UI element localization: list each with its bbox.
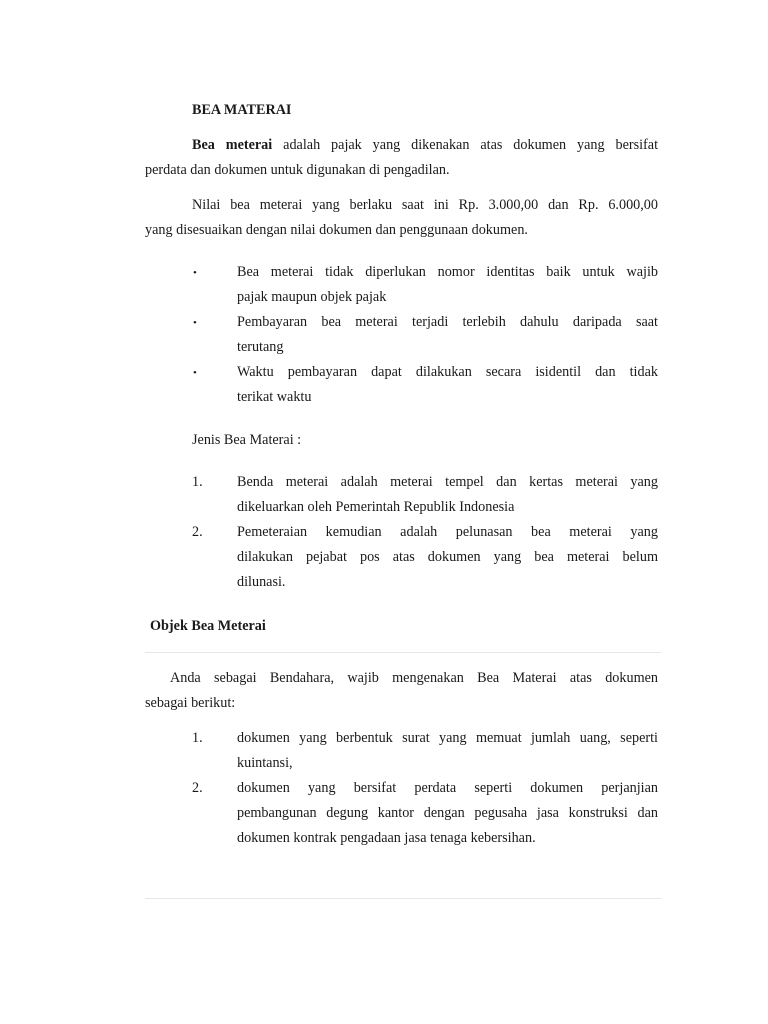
list-item: Pembayaran bea meterai terjadi terlebih dahulu daripada saat (237, 314, 658, 330)
divider (145, 652, 661, 653)
list-item-continuation: dokumen kontrak pengadaan jasa tenaga kebersihan. (237, 830, 536, 846)
divider (145, 898, 661, 899)
bea-meterai-term: Bea meterai (192, 137, 273, 153)
list-item-continuation: dikeluarkan oleh Pemerintah Republik Indonesia (237, 499, 515, 515)
list-item: dokumen yang bersifat perdata seperti dokumen perjanjian (237, 780, 658, 796)
list-item-continuation: pajak maupun objek pajak (237, 289, 387, 305)
list-number: 2. (192, 524, 203, 540)
list-item-continuation: kuintansi, (237, 755, 293, 771)
list-item: dokumen yang berbentuk surat yang memuat jumlah uang, seperti (237, 730, 658, 746)
bullet-marker: • (193, 367, 197, 379)
bullet-marker: • (193, 267, 197, 279)
paragraph-2-line-1: Nilai bea meterai yang berlaku saat ini Rp. 3.000,00 dan Rp. 6.000,00 (192, 197, 658, 213)
paragraph-1-line-2: perdata dan dokumen untuk digunakan di pengadilan. (145, 162, 450, 178)
bullet-marker: • (193, 317, 197, 329)
list-item-continuation: dilakukan pejabat pos atas dokumen yang bea meterai belum (237, 549, 658, 565)
list-item: Bea meterai tidak diperlukan nomor identitas baik untuk wajib (237, 264, 658, 280)
list-item: Pemeteraian kemudian adalah pelunasan bea meterai yang (237, 524, 658, 540)
jenis-heading: Jenis Bea Materai : (192, 432, 302, 448)
objek-heading: Objek Bea Meterai (150, 618, 266, 634)
list-item-continuation: terikat waktu (237, 389, 312, 405)
paragraph-1-line-1-text: adalah pajak yang dikenakan atas dokumen yang bersifat (283, 137, 659, 153)
list-item-continuation: pembangunan degung kantor dengan pegusaha jasa konstruksi dan (237, 805, 658, 821)
paragraph-3-line-1: Anda sebagai Bendahara, wajib mengenakan Bea Materai atas dokumen (170, 670, 658, 686)
list-number: 2. (192, 780, 203, 796)
paragraph-1-line-1 (192, 137, 658, 154)
list-number: 1. (192, 730, 203, 746)
list-item: Benda meterai adalah meterai tempel dan kertas meterai yang (237, 474, 658, 490)
list-item-continuation: dilunasi. (237, 574, 286, 590)
list-item-continuation: terutang (237, 339, 284, 355)
page-title: BEA MATERAI (192, 102, 292, 118)
list-number: 1. (192, 474, 203, 490)
paragraph-2-line-2: yang disesuaikan dengan nilai dokumen dan penggunaan dokumen. (145, 222, 528, 238)
paragraph-3-line-2: sebagai berikut: (145, 695, 236, 711)
list-item: Waktu pembayaran dapat dilakukan secara isidentil dan tidak (237, 364, 658, 380)
